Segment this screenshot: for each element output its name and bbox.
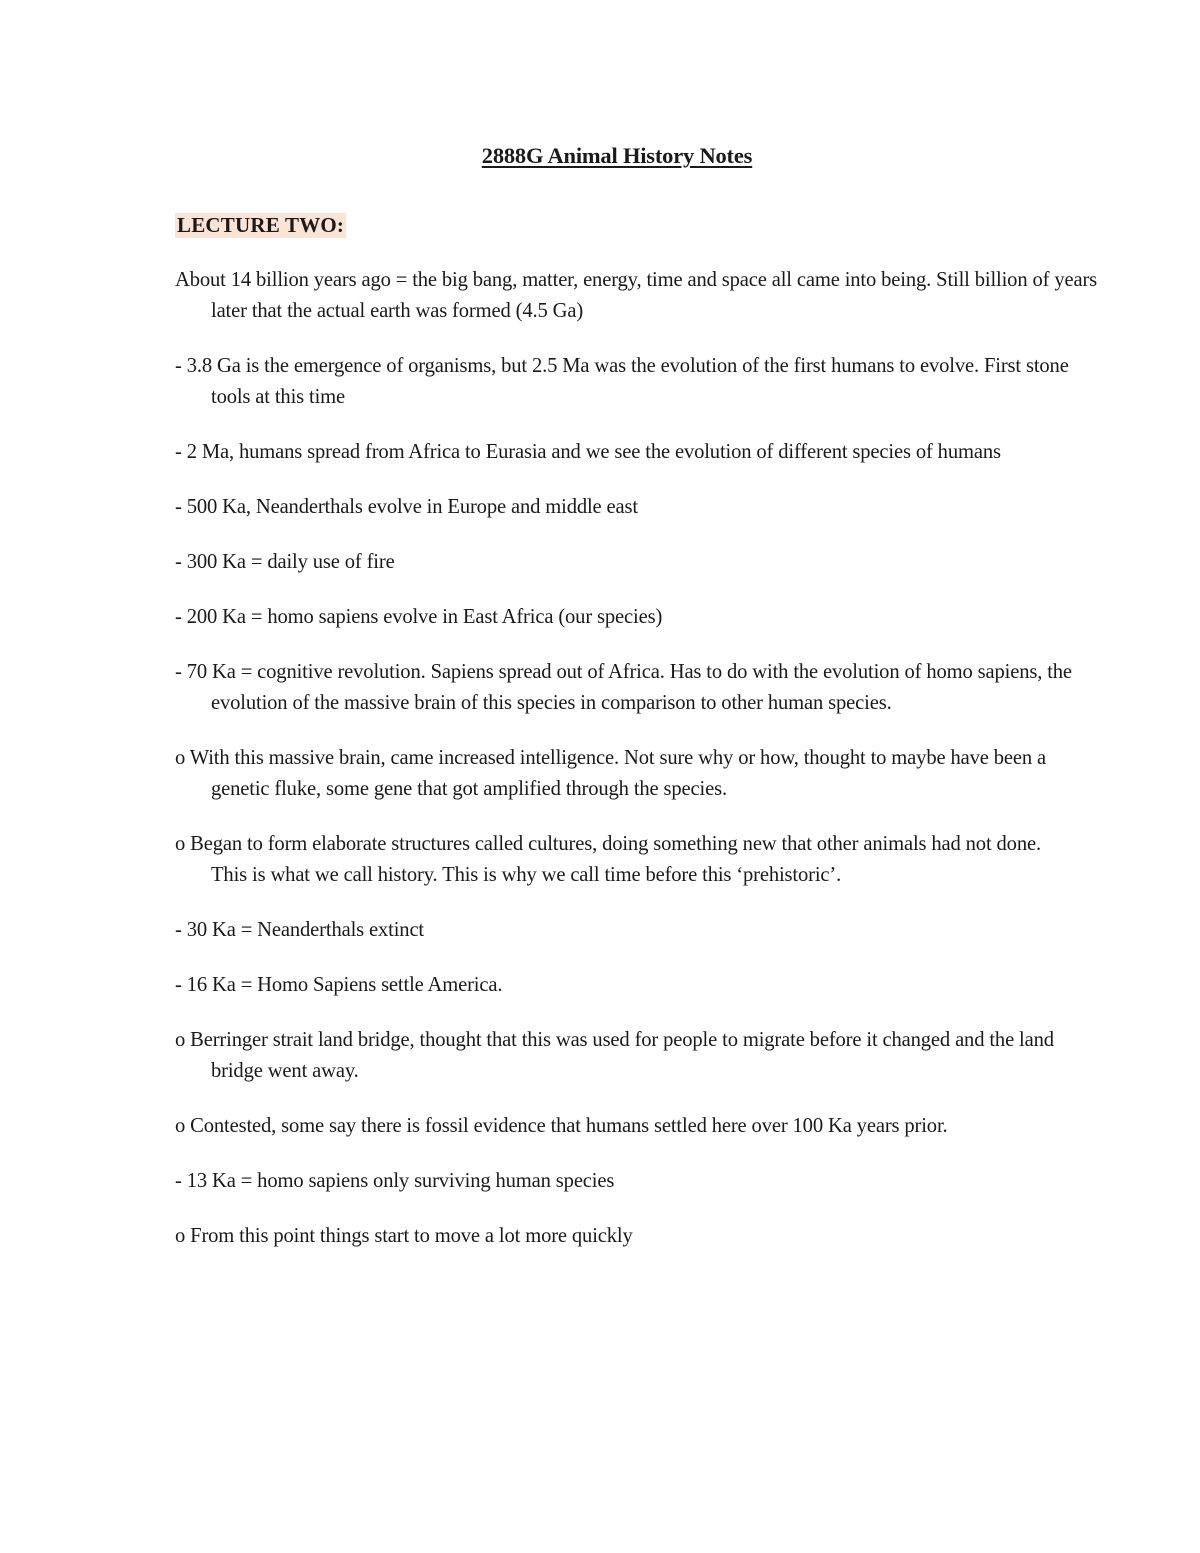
- note-paragraph: - 300 Ka = daily use of fire: [175, 551, 395, 573]
- note-paragraph: - 200 Ka = homo sapiens evolve in East Africa (our species): [175, 606, 663, 628]
- note-paragraph: o Berringer strait land bridge, thought that this was used for people to migrate before it changed and the land bridge went away.: [175, 1029, 1054, 1082]
- note-paragraph: o With this massive brain, came increased intelligence. Not sure why or how, thought to maybe have been a genetic fluke, some gene that got amplified through the species.: [175, 747, 1046, 800]
- note-paragraph: o From this point things start to move a lot more quickly: [175, 1225, 633, 1247]
- notes-list: [175, 265, 1098, 1276]
- note-paragraph: - 3.8 Ga is the emergence of organisms, but 2.5 Ma was the evolution of the first humans to evolve. First stone tools at this time: [175, 355, 1069, 408]
- note-paragraph: - 16 Ka = Homo Sapiens settle America.: [175, 974, 503, 996]
- section-heading: LECTURE TWO:: [177, 213, 345, 237]
- note-paragraph: - 13 Ka = homo sapiens only surviving human species: [175, 1170, 615, 1192]
- note-paragraph: o Contested, some say there is fossil evidence that humans settled here over 100 Ka years prior.: [175, 1115, 948, 1137]
- note-paragraph: - 70 Ka = cognitive revolution. Sapiens spread out of Africa. Has to do with the evolution of homo sapiens, the evolution of the massive brain of this species in comparison to other human species.: [175, 661, 1072, 714]
- note-paragraph: o Began to form elaborate structures called cultures, doing something new that other animals had not done. This is what we call history. This is why we call time before this ‘prehistoric’.: [175, 833, 1041, 886]
- note-paragraph: - 2 Ma, humans spread from Africa to Eurasia and we see the evolution of different species of humans: [175, 441, 1001, 463]
- note-paragraph: - 30 Ka = Neanderthals extinct: [175, 919, 425, 941]
- document-title: 2888G Animal History Notes: [481, 143, 753, 168]
- note-paragraph: - 500 Ka, Neanderthals evolve in Europe and middle east: [175, 496, 638, 518]
- note-paragraph: About 14 billion years ago = the big bang, matter, energy, time and space all came into being. Still billion of years later that the actual earth was formed (4.5 Ga): [175, 269, 1098, 322]
